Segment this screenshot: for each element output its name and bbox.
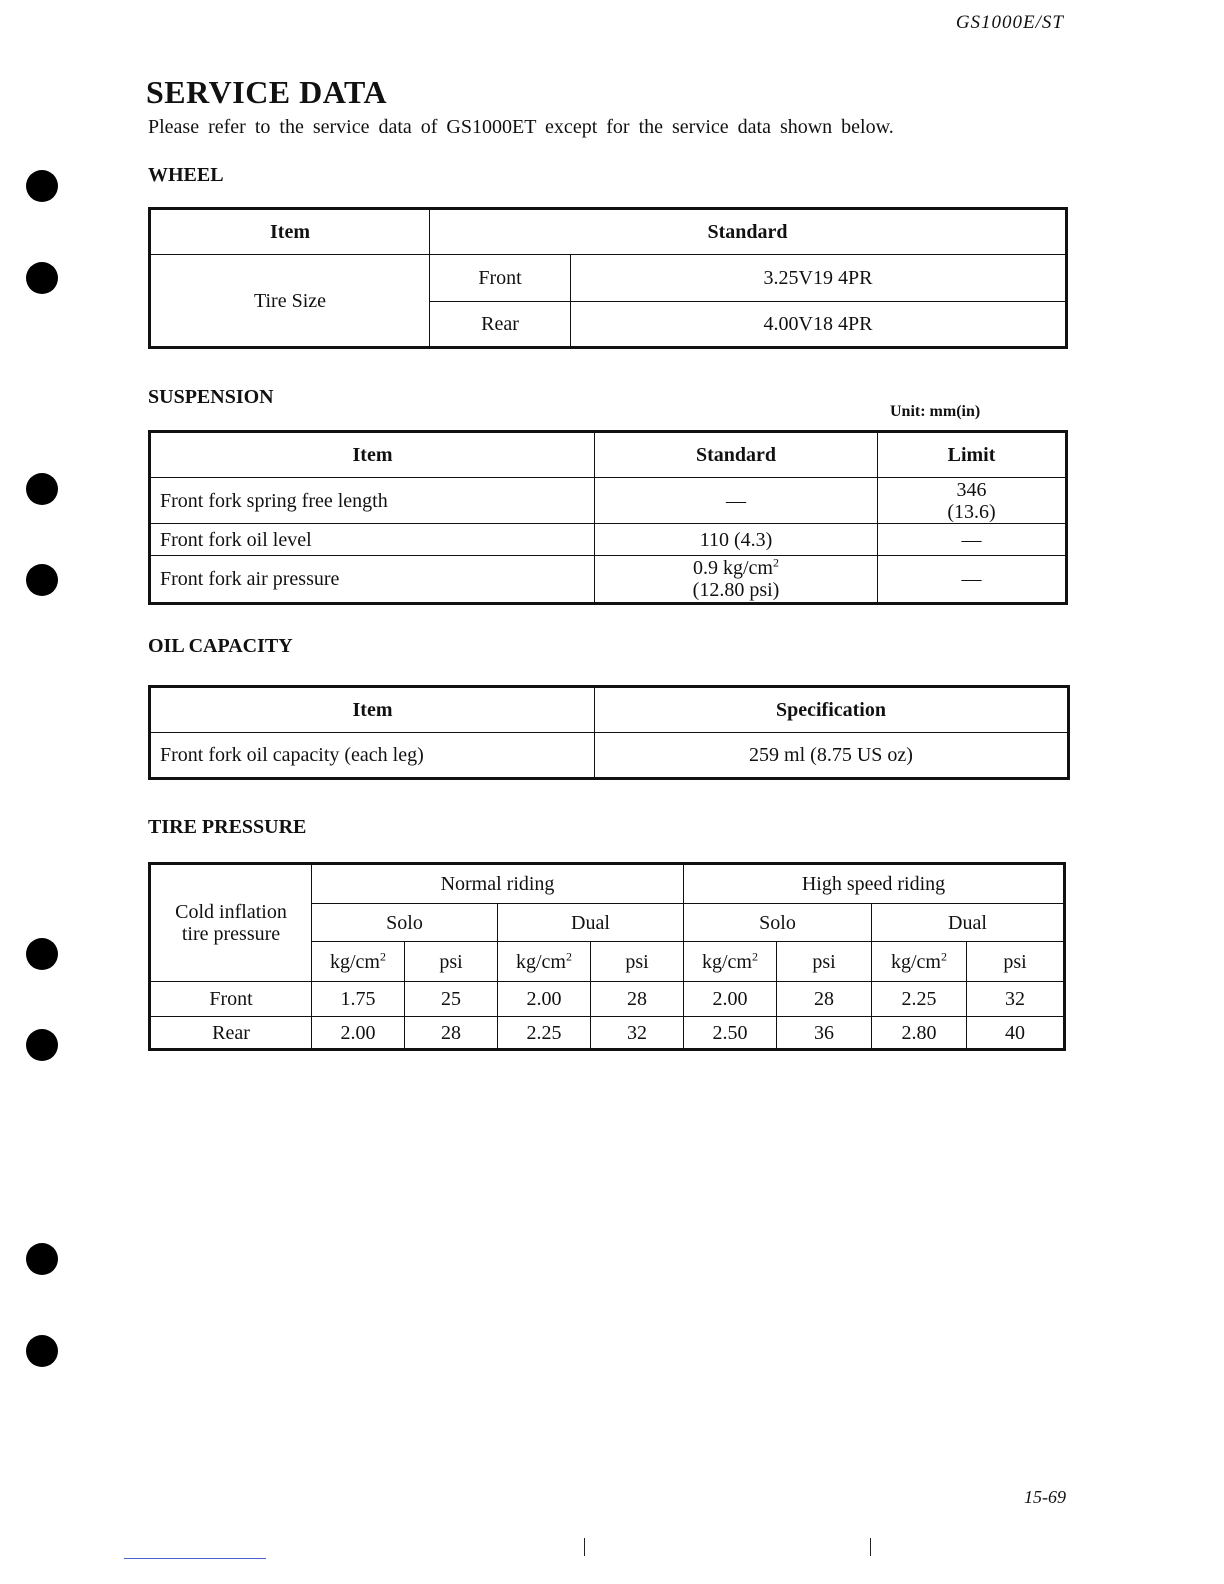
- unit-psi-header: psi: [405, 942, 498, 982]
- suspension-col-limit: Limit: [878, 432, 1067, 478]
- suspension-col-standard: Standard: [595, 432, 878, 478]
- unit-kg: kg/cm: [516, 950, 566, 973]
- tire-pressure-heading: TIRE PRESSURE: [148, 816, 307, 838]
- table-row: [150, 733, 1069, 779]
- wheel-position: Front: [430, 255, 571, 302]
- tire-value: 1.75: [312, 982, 405, 1017]
- binder-hole: [26, 1335, 58, 1367]
- unit-kg: kg/cm: [891, 950, 941, 973]
- air-pressure-psi: (12.80 psi): [692, 579, 780, 601]
- binder-hole: [26, 262, 58, 294]
- tire-value: 2.25: [498, 1017, 591, 1050]
- normal-dual-header: Dual: [498, 904, 684, 942]
- tire-value: 40: [967, 1017, 1065, 1050]
- binder-hole: [26, 938, 58, 970]
- unit-kg: kg/cm: [330, 950, 380, 973]
- suspension-limit: [878, 478, 1067, 524]
- unit-kg-header: [312, 942, 405, 982]
- suspension-standard: 110 (4.3): [595, 524, 878, 556]
- suspension-item: Front fork air pressure: [150, 556, 595, 604]
- cold-inflation-label: [150, 864, 312, 982]
- tire-value: 36: [777, 1017, 872, 1050]
- oil-heading: OIL CAPACITY: [148, 635, 293, 657]
- oil-item: Front fork oil capacity (each leg): [150, 733, 595, 779]
- unit-psi-header: psi: [591, 942, 684, 982]
- wheel-col-item: Item: [150, 209, 430, 255]
- suspension-standard: —: [595, 478, 878, 524]
- unit-kg-header: [684, 942, 777, 982]
- tire-value: 25: [405, 982, 498, 1017]
- oil-spec: 259 ml (8.75 US oz): [595, 733, 1069, 779]
- air-pressure-kg: [595, 557, 877, 579]
- unit-kg-header: [498, 942, 591, 982]
- superscript: 2: [380, 948, 386, 963]
- superscript: 2: [566, 948, 572, 963]
- tire-value: 28: [405, 1017, 498, 1050]
- table-row: [150, 1017, 1065, 1050]
- table-row: [150, 478, 1067, 524]
- normal-riding-header: Normal riding: [312, 864, 684, 904]
- wheel-position: Rear: [430, 302, 571, 348]
- wheel-table: [148, 207, 1068, 349]
- suspension-limit-mm: 346: [956, 478, 987, 501]
- superscript: 2: [752, 948, 758, 963]
- binder-hole: [26, 473, 58, 505]
- suspension-item: Front fork oil level: [150, 524, 595, 556]
- wheel-col-standard: Standard: [430, 209, 1067, 255]
- page-number: 15-69: [1024, 1487, 1066, 1507]
- tire-value: 32: [591, 1017, 684, 1050]
- tire-row-label: Rear: [150, 1017, 312, 1050]
- footer-rule: [124, 1558, 266, 1559]
- footer-tick: [584, 1538, 585, 1556]
- tire-pressure-table: [148, 862, 1066, 1051]
- intro-text: Please refer to the service data of GS1000ET except for the service data shown below.: [148, 116, 894, 138]
- high-solo-header: Solo: [684, 904, 872, 942]
- superscript: 2: [941, 948, 947, 963]
- high-speed-header: High speed riding: [684, 864, 1065, 904]
- suspension-col-item: Item: [150, 432, 595, 478]
- unit-kg-header: [872, 942, 967, 982]
- model-header: GS1000E/ST: [955, 12, 1064, 33]
- unit-psi-header: psi: [967, 942, 1065, 982]
- oil-col-item: Item: [150, 687, 595, 733]
- suspension-item: Front fork spring free length: [150, 478, 595, 524]
- cold-inflation-line1: Cold inflation: [175, 901, 287, 923]
- tire-value: 32: [967, 982, 1065, 1017]
- oil-table: [148, 685, 1070, 780]
- suspension-unit: Unit: mm(in): [890, 403, 981, 420]
- page-title: SERVICE DATA: [146, 74, 388, 110]
- normal-solo-header: Solo: [312, 904, 498, 942]
- table-row: [150, 556, 1067, 604]
- table-row: [150, 524, 1067, 556]
- unit-kg: kg/cm: [702, 950, 752, 973]
- tire-value: 2.25: [872, 982, 967, 1017]
- footer-tick: [870, 1538, 871, 1556]
- binder-hole: [26, 170, 58, 202]
- table-row: [150, 982, 1065, 1017]
- suspension-standard: [595, 556, 878, 604]
- suspension-limit-in: (13.6): [947, 500, 996, 523]
- wheel-value: 3.25V19 4PR: [571, 255, 1067, 302]
- wheel-item-tire-size: Tire Size: [150, 255, 430, 348]
- suspension-limit: —: [878, 524, 1067, 556]
- binder-hole: [26, 1029, 58, 1061]
- cold-inflation-line2: tire pressure: [181, 923, 281, 945]
- air-pressure-kg-value: 0.9 kg/cm: [693, 557, 773, 579]
- tire-value: 2.00: [312, 1017, 405, 1050]
- wheel-heading: WHEEL: [148, 164, 224, 186]
- suspension-table: [148, 430, 1068, 605]
- tire-value: 28: [777, 982, 872, 1017]
- unit-psi-header: psi: [777, 942, 872, 982]
- binder-hole: [26, 564, 58, 596]
- binder-hole: [26, 1243, 58, 1275]
- wheel-value: 4.00V18 4PR: [571, 302, 1067, 348]
- tire-value: 2.00: [498, 982, 591, 1017]
- tire-value: 2.80: [872, 1017, 967, 1050]
- tire-value: 2.50: [684, 1017, 777, 1050]
- tire-value: 2.00: [684, 982, 777, 1017]
- oil-col-spec: Specification: [595, 687, 1069, 733]
- high-dual-header: Dual: [872, 904, 1065, 942]
- tire-row-label: Front: [150, 982, 312, 1017]
- suspension-limit: —: [878, 556, 1067, 604]
- superscript: 2: [773, 555, 779, 570]
- tire-value: 28: [591, 982, 684, 1017]
- suspension-heading: SUSPENSION: [148, 386, 274, 408]
